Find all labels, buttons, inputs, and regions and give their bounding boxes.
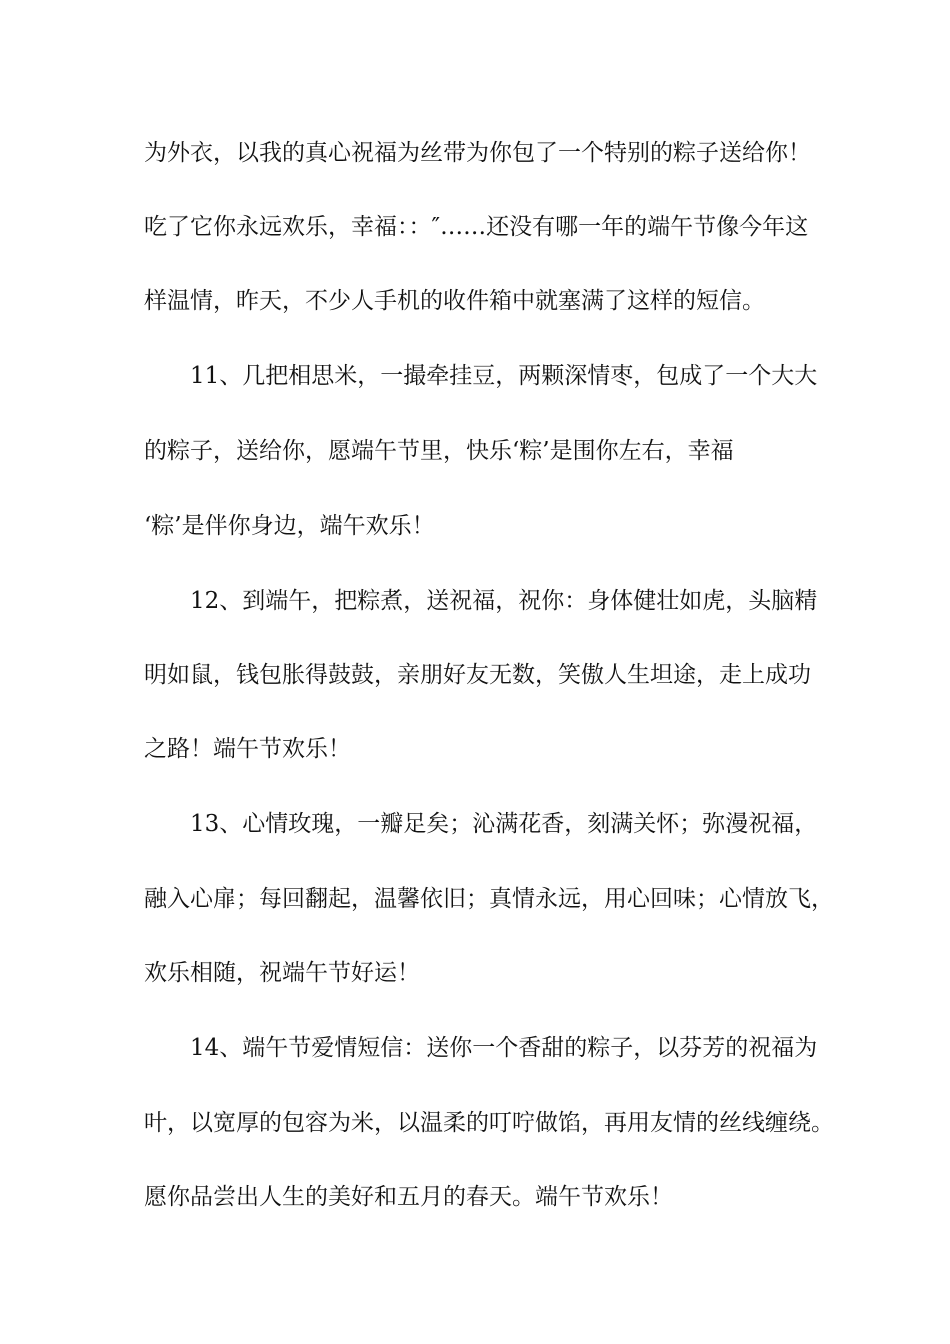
text-line: 愿你品尝出人生的美好和五月的春天。端午节欢乐！ [144,1184,673,1210]
text-line: 为外衣，以我的真心祝福为丝带为你包了一个特别的粽子送给你！ [144,140,811,166]
paragraph-14-first-line: 14、端午节爱情短信：送你一个香甜的粽子，以芬芳的祝福为 [190,1035,818,1061]
paragraph-13-first-line: 13、心情玫瑰，一瓣足矣；沁满花香，刻满关怀；弥漫祝福， [190,811,818,837]
paragraph-11-first-line: 11、几把相思米，一撮牵挂豆，两颗深情枣，包成了一个大大 [190,363,818,389]
text-line: 欢乐相随，祝端午节好运！ [144,960,420,986]
paragraph-12-first-line: 12、到端午，把粽煮，送祝福，祝你：身体健壮如虎，头脑精 [190,588,818,614]
text-line: 之路！端午节欢乐！ [144,736,351,762]
text-line: 融入心扉；每回翻起，温馨依旧；真情永远，用心回味；心情放飞， [144,886,834,912]
text-line: 样温情，昨天，不少人手机的收件箱中就塞满了这样的短信。 [144,288,765,314]
text-line: ‘粽’是伴你身边，端午欢乐！ [144,513,435,539]
text-line: 的粽子，送给你，愿端午节里，快乐‘粽’是围你左右，幸福 [144,438,734,464]
text-line: 叶，以宽厚的包容为米，以温柔的叮咛做馅，再用友情的丝线缠绕。 [144,1110,834,1136]
text-line: 明如鼠，钱包胀得鼓鼓，亲朋好友无数，笑傲人生坦途，走上成功 [144,662,811,688]
text-line: 吃了它你永远欢乐，幸福：：″……还没有哪一年的端午节像今年这 [144,214,809,240]
